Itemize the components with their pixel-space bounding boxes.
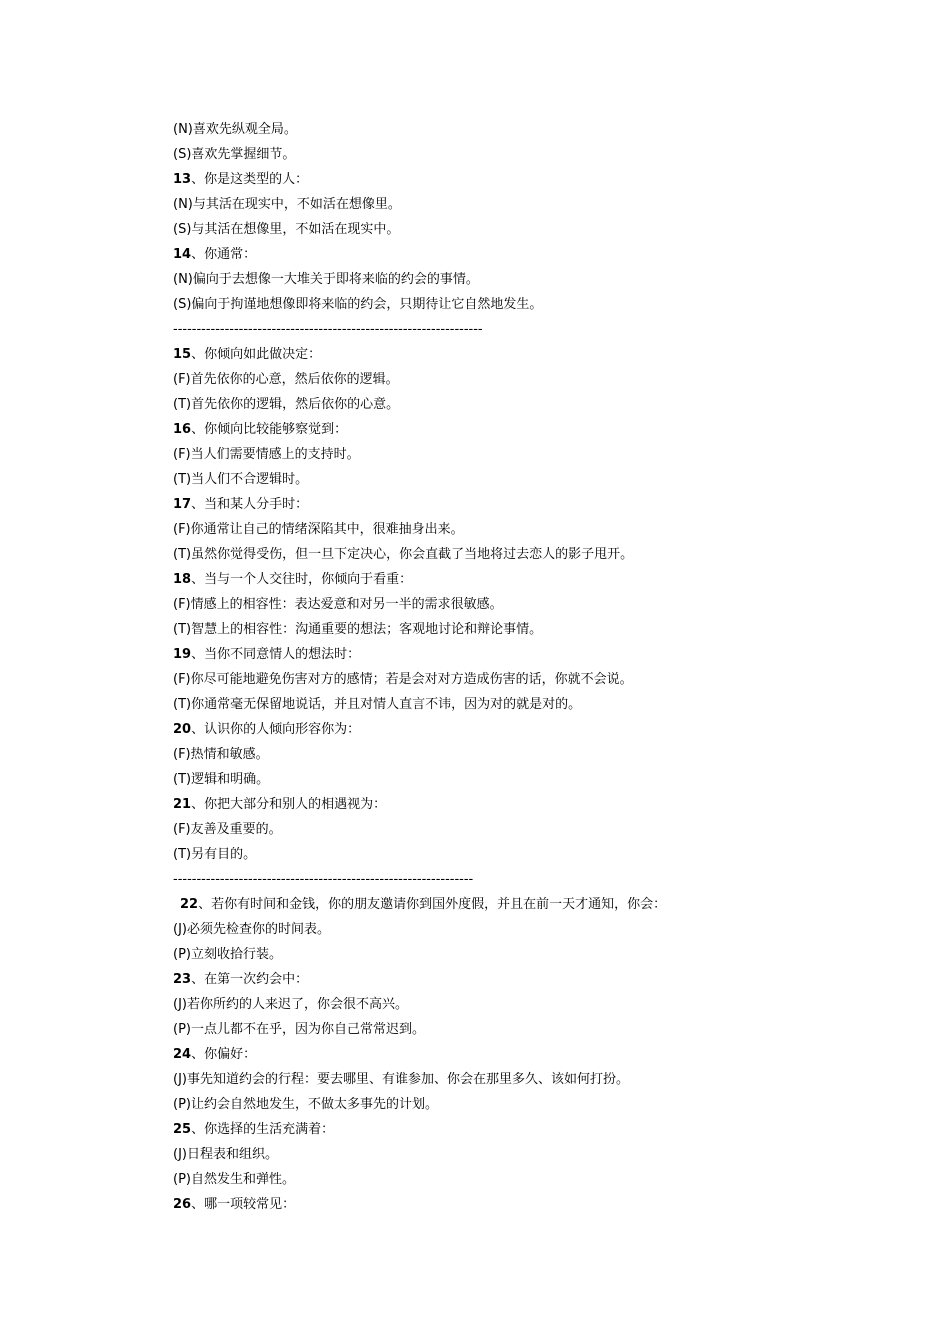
question-heading — [173, 1192, 913, 1217]
question-heading — [173, 492, 913, 517]
question-heading — [173, 1117, 913, 1142]
question-text: 、你选择的生活充满着： — [191, 1122, 335, 1137]
answer-option: (T)你通常毫无保留地说话，并且对情人直言不讳，因为对的就是对的。 — [173, 697, 582, 712]
question-number: 13 — [173, 172, 192, 187]
answer-option: (F)热情和敏感。 — [173, 747, 269, 762]
question-heading — [173, 1042, 913, 1067]
answer-option: (N)与其活在现实中，不如活在想像里。 — [173, 197, 401, 212]
answer-option: (F)你尽可能地避免伤害对方的感情；若是会对对方造成伤害的话，你就不会说。 — [173, 672, 633, 687]
question-text: 、若你有时间和金钱，你的朋友邀请你到国外度假，并且在前一天才通知，你会： — [198, 897, 667, 912]
question-text: 、当与一个人交往时，你倾向于看重： — [191, 572, 413, 587]
question-number: 14 — [173, 247, 192, 262]
question-number: 24 — [173, 1047, 192, 1062]
answer-option: (S)喜欢先掌握细节。 — [173, 147, 296, 162]
answer-option: (S)偏向于拘谨地想像即将来临的约会，只期待让它自然地发生。 — [173, 297, 543, 312]
question-text: 、在第一次约会中： — [191, 972, 309, 987]
answer-option: (T)逻辑和明确。 — [173, 772, 270, 787]
question-heading — [173, 567, 913, 592]
question-number: 17 — [173, 497, 192, 512]
answer-option: (P)立刻收拾行装。 — [173, 947, 282, 962]
questionnaire-text — [173, 117, 913, 1217]
answer-option: (T)首先依你的逻辑，然后依你的心意。 — [173, 397, 400, 412]
question-number: 19 — [173, 647, 192, 662]
answer-option: (S)与其活在想像里，不如活在现实中。 — [173, 222, 400, 237]
question-text: 、哪一项较常见： — [191, 1197, 296, 1212]
question-heading — [173, 717, 913, 742]
question-text: 、你偏好： — [191, 1047, 257, 1062]
answer-option: (F)你通常让自己的情绪深陷其中，很难抽身出来。 — [173, 522, 464, 537]
answer-option: (N)喜欢先纵观全局。 — [173, 122, 297, 137]
answer-option: (F)当人们需要情感上的支持时。 — [173, 447, 360, 462]
answer-option: (P)自然发生和弹性。 — [173, 1172, 295, 1187]
question-number: 23 — [173, 972, 192, 987]
question-text: 、你通常： — [191, 247, 257, 262]
answer-option: (T)智慧上的相容性：沟通重要的想法；客观地讨论和辩论事情。 — [173, 622, 543, 637]
answer-option: (T)虽然你觉得受伤，但一旦下定决心，你会直截了当地将过去恋人的影子甩开。 — [173, 547, 634, 562]
question-heading — [173, 167, 913, 192]
answer-option: (J)日程表和组织。 — [173, 1147, 278, 1162]
question-number: 21 — [173, 797, 192, 812]
question-heading — [173, 342, 913, 367]
question-text: 、当和某人分手时： — [191, 497, 309, 512]
section-divider: ------------------------------------------------------------------ — [173, 322, 483, 337]
question-number: 25 — [173, 1122, 192, 1137]
question-number: 22 — [180, 897, 199, 912]
section-divider: ---------------------------------------------------------------- — [173, 872, 474, 887]
question-heading — [173, 242, 913, 267]
answer-option: (T)另有目的。 — [173, 847, 257, 862]
question-text: 、你把大部分和别人的相遇视为： — [191, 797, 387, 812]
answer-option: (F)友善及重要的。 — [173, 822, 282, 837]
question-number: 26 — [173, 1197, 192, 1212]
question-text: 、你倾向如此做决定： — [191, 347, 322, 362]
question-heading — [173, 417, 913, 442]
question-text: 、当你不同意情人的想法时： — [191, 647, 361, 662]
question-number: 15 — [173, 347, 192, 362]
question-number: 16 — [173, 422, 192, 437]
question-heading — [173, 792, 913, 817]
answer-option: (N)偏向于去想像一大堆关于即将来临的约会的事情。 — [173, 272, 479, 287]
answer-option: (J)必须先检查你的时间表。 — [173, 922, 330, 937]
answer-option: (J)若你所约的人来迟了，你会很不高兴。 — [173, 997, 408, 1012]
answer-option: (P)一点儿都不在乎，因为你自己常常迟到。 — [173, 1022, 425, 1037]
question-text: 、你倾向比较能够察觉到： — [191, 422, 348, 437]
question-number: 18 — [173, 572, 192, 587]
question-number: 20 — [173, 722, 192, 737]
answer-option: (F)情感上的相容性：表达爱意和对另一半的需求很敏感。 — [173, 597, 503, 612]
answer-option: (J)事先知道约会的行程：要去哪里、有谁参加、你会在那里多久、该如何打扮。 — [173, 1072, 629, 1087]
question-heading — [173, 642, 913, 667]
question-text: 、你是这类型的人： — [191, 172, 309, 187]
question-heading — [173, 892, 913, 917]
answer-option: (F)首先依你的心意，然后依你的逻辑。 — [173, 372, 399, 387]
answer-option: (P)让约会自然地发生，不做太多事先的计划。 — [173, 1097, 438, 1112]
question-text: 、认识你的人倾向形容你为： — [191, 722, 361, 737]
question-heading — [173, 967, 913, 992]
answer-option: (T)当人们不合逻辑时。 — [173, 472, 309, 487]
